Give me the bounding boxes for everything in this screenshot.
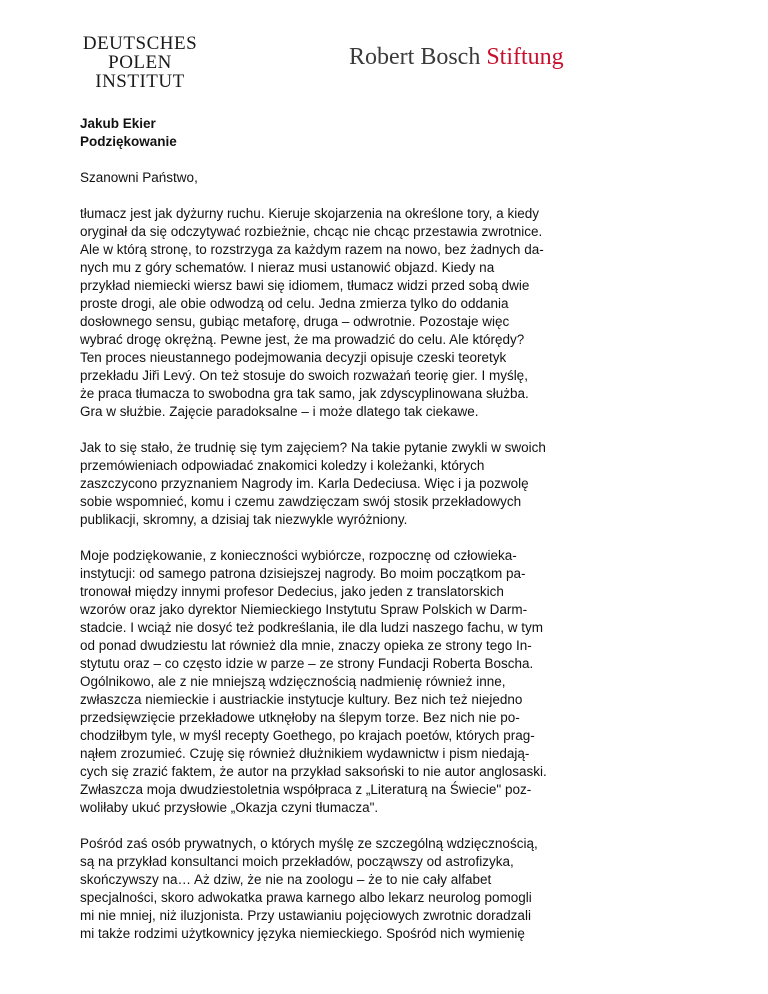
rbs-logo-accent: Stiftung: [486, 44, 564, 70]
paragraph: Jak to się stało, że trudnię się tym zajęciem? Na takie pytanie zwykli w swoich przemówieniach odpowiadać znakomici koledzy i koleżanki, których zaszczycono przyznaniem Nagrody im. Karla Dedeciusa. Więc i ja pozwolę sobie wspomnieć, komu i czemu zawdzięczam swój stosik przekładowych publikacji, skromny, a dzisiaj tak niezwykle wyróżniony.: [80, 440, 546, 527]
dpi-logo-line-3: INSTITUT: [95, 71, 185, 92]
deutsches-polen-institut-logo: [80, 34, 200, 91]
rbs-logo-main: Robert Bosch: [349, 44, 481, 70]
paragraph: Moje podziękowanie, z konieczności wybiórcze, rozpocznę od człowieka- instytucji: od samego patrona dzisiejszej nagrody. Bo moim początkom pa- tronował między innymi profesor Dedecius, jako jeden z translatorskich wzorów oraz jako dyrektor Niemieckiego Instytutu Spraw Polskich w Darm- stadcie. I wciąż nie dosyć też podkreślania, ile dla ludzi naszego fachu, w tym od ponad dwudziestu lat również dla mnie, znaczy opieka ze strony tego In- stytutu oraz – co często idzie w parze – ze strony Fundacji Roberta Boscha. Ogólnikowo, ale z nie mniejszą wdzięcznością nadmienię również inne, zwłaszcza niemieckie i austriackie instytucje kultury. Bez nich też niejedno przedsięwzięcie przekładowe utknęłoby na ślepym torze. Bez nich nie po- chodziłbym tyle, w myśl recepty Goethego, po krajach poetów, których prag- nąłem zrozumieć. Czuję się również dłużnikiem wydawnictw i pism niedają- cych się zrazić faktem, że autor na przykład saksoński to nie autor anglosaski. Zwłaszcza moja dwudziestoletnia współpraca z „Literaturą na Świecie" poz- woliłaby ukuć przysłowie „Okazja czyni tłumacza".: [80, 548, 547, 815]
salutation: Szanowni Państwo,: [80, 170, 198, 185]
paragraph: tłumacz jest jak dyżurny ruchu. Kieruje skojarzenia na określone tory, a kiedy oryginał da się odczytywać rozbieżnie, chcąc nie chcąc przestawia zwrotnice. Ale w którą stronę, to rozstrzyga za każdym razem na nowo, bez żadnych da- nych mu z góry schematów. I nieraz musi ustanowić objazd. Kiedy na przykład niemiecki wiersz bawi się idiomem, tłumacz widzi przed sobą dwie proste drogi, ale obie odwodzą od celu. Jedna zmierza tylko do oddania dosłownego sensu, gubiąc metaforę, druga – odwrotnie. Pozostaje więc wybrać drogę okrężną. Pewne jest, że ma prowadzić do celu. Ale którędy? Ten proces nieustannego podejmowania decyzji opisuje czeski teoretyk przekładu Jiři Levý. On też stosuje do swoich rozważań teorię gier. I myślę, że praca tłumacza to swobodna gra tak samo, jak zdyscyplinowana służba. Gra w służbie. Zajęcie paradoksalne – i może dlatego tak ciekawe.: [80, 206, 544, 419]
dpi-logo-line-2: POLEN: [108, 52, 172, 73]
paragraph: Pośród zaś osób prywatnych, o których myślę ze szczególną wdzięcznością, są na przykład konsultanci moich przekładów, począwszy od astrofizyka, skończywszy na… Aż dziw, że nie na zoologu – że to nie cały alfabet specjalności, skoro adwokatka prawa karnego albo lekarz neurolog pomogli mi nie mniej, niż iluzjonista. Przy ustawianiu pojęciowych zwrotnic doradzali mi także rodzimi użytkownicy języka niemieckiego. Spośród nich wymienię: [80, 836, 538, 941]
document-title: Podziękowanie: [80, 134, 177, 149]
author-name: Jakub Ekier: [80, 116, 156, 131]
document-body: [80, 115, 580, 961]
robert-bosch-stiftung-logo: [349, 44, 564, 71]
dpi-logo-line-1: DEUTSCHES: [82, 33, 198, 54]
